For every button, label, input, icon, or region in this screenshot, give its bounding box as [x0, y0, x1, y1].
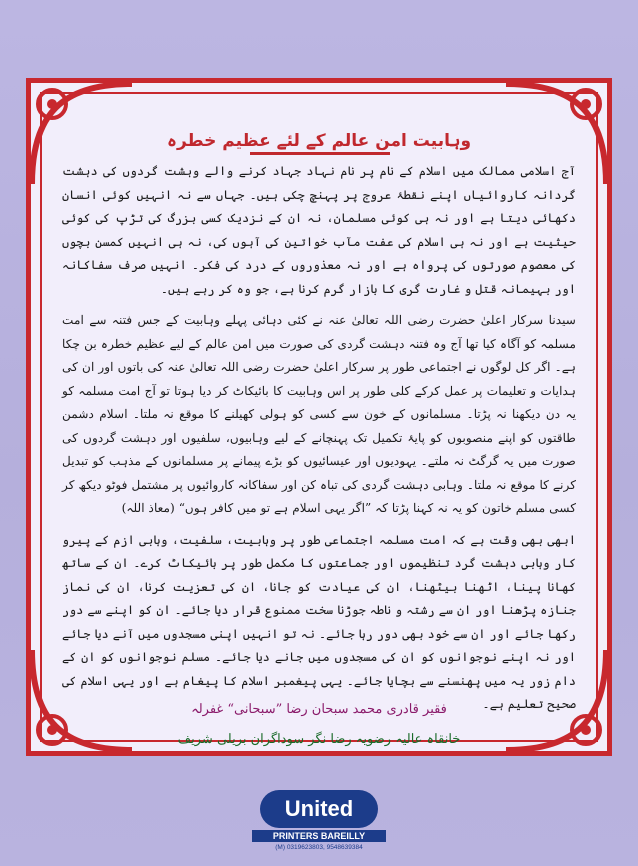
- logo-brand: United: [260, 790, 378, 828]
- paragraph: سیدنا سرکار اعلیٰ حضرت رضی اللہ تعالیٰ عنہ نے کئی دہائی پہلے وہابیت کے جس فتنہ سے امت مسلمہ کو آگاہ کیا تھا آج وہ فتنہ دہشت گردی کی صورت میں امن عالم کے لیے عظیم خطرہ بن چکا ہے۔ اگر کل لوگوں نے اجتماعی طور پر سرکار اعلیٰ حضرت رضی اللہ تعالیٰ عنہ کی باتوں اور ان کی ہدایات و تعلیمات پر عمل کرکے کلی طور پر اس وہابیت کا بائیکاٹ کر دیا ہوتا تو آج امت مسلمہ کو یہ دن دیکھنا نہ پڑتا۔ مسلمانوں کے خون سے کسی کو ہولی کھیلنے کا موقع نہ ملتا۔ اسلام دشمن طاقتوں کو اپنے منصوبوں کو پایۂ تکمیل تک پہنچانے کے لیے وہابیوں، سلفیوں اور دہشت گردوں کی صورت میں یہ گرگٹ نہ ملتے۔ یہودیوں اور عیسائیوں کو بڑے پیمانے پر مسلمانوں کے مذہب کو تبدیل کرنے کا موقع نہ ملتا۔ وہابی دہشت گردی کی تباہ کن اور سفاکانہ کاروائیوں پر مشتمل فوٹو دیکھ کر کسی مسلم خاتون کو یہ نہ کہنا پڑتا کہ ”اگر یہی اسلام ہے تو میں کافر ہوں“ (معاذ اللہ): [62, 313, 576, 515]
- paragraph: ابھی بھی وقت ہے کہ امت مسلمہ اجتماعی طور پر وہابیت، سلفیت، وہابی ازم کے پیرو کار وہابی دہشت گرد تنظیموں اور جماعتوں کا مکمل طور پر بائیکاٹ کرے۔ ان کے ساتھ کھانا پینا، اٹھنا بیٹھنا، ان کی عیادت کو جانا، ان کی تعزیت کرنا، ان کی نماز جنازہ پڑھنا اور ان سے رشتہ و ناطہ جوڑنا سخت ممنوع قرار دیا جائے۔ ان کو اپنے سے دور رکھا جائے اور ان سے خود بھی دور رہا جائے۔ نہ تو انہیں اپنی مسجدوں میں آنے دیا جائے اور نہ اپنے نوجوانوں کو ان کی مسجدوں میں جانے دیا جائے۔ مسلم نوجوانوں کو ان کے دام زور یہ میں پھنسنے سے بچایا جائے۔ یہی پیغمبر اسلام کا پیغام ہے اور یہی اسلام کی صحیح تعلیم ہے۔: [62, 532, 576, 711]
- logo-band: PRINTERS BAREILLY: [252, 830, 386, 842]
- document-body: [62, 160, 576, 725]
- signature-name: فقیر قادری محمد سبحان رضا ”سبحانی“ غفرلہ: [191, 702, 447, 717]
- logo-phone: (M) 0319623803, 9548639384: [275, 844, 363, 851]
- title-underline: [250, 152, 390, 155]
- printer-logo: [252, 790, 386, 856]
- paragraph: آج اسلامی ممالک میں اسلام کے نام پر نام نہاد جہاد کرنے والے وہشت گردوں کی دہشت گردانہ کاروائیاں اپنے نقطۂ عروج پر پہنچ چکی ہیں۔ جہاں سے نہ انہیں کوئی انسان دکھائی دیتا ہے اور نہ ہی کوئی مسلمان، نہ ان کے نزدیک کسی بزرگ کی تڑپ کی کوئی حیثیت ہے اور نہ ہی اسلام کی عفت مآب خواتین کی آہوں کی، نہ ہی انہیں کمسن بچوں کی معصوم صورتوں کی پرواہ ہے اور نہ معذوروں کے درد کی فکر۔ انہیں صرف سفاکانہ اور بہیمانہ قتل و غارت گری کا بازار گرم کرنا ہے، جو وہ کر رہے ہیں۔: [62, 164, 576, 296]
- signature-place: خانقاہ عالیہ رضویہ رضا نگر سوداگران بریلی شریف: [177, 732, 461, 747]
- document-title: وہابیت امن عالم کے لئے عظیم خطرہ: [166, 131, 472, 151]
